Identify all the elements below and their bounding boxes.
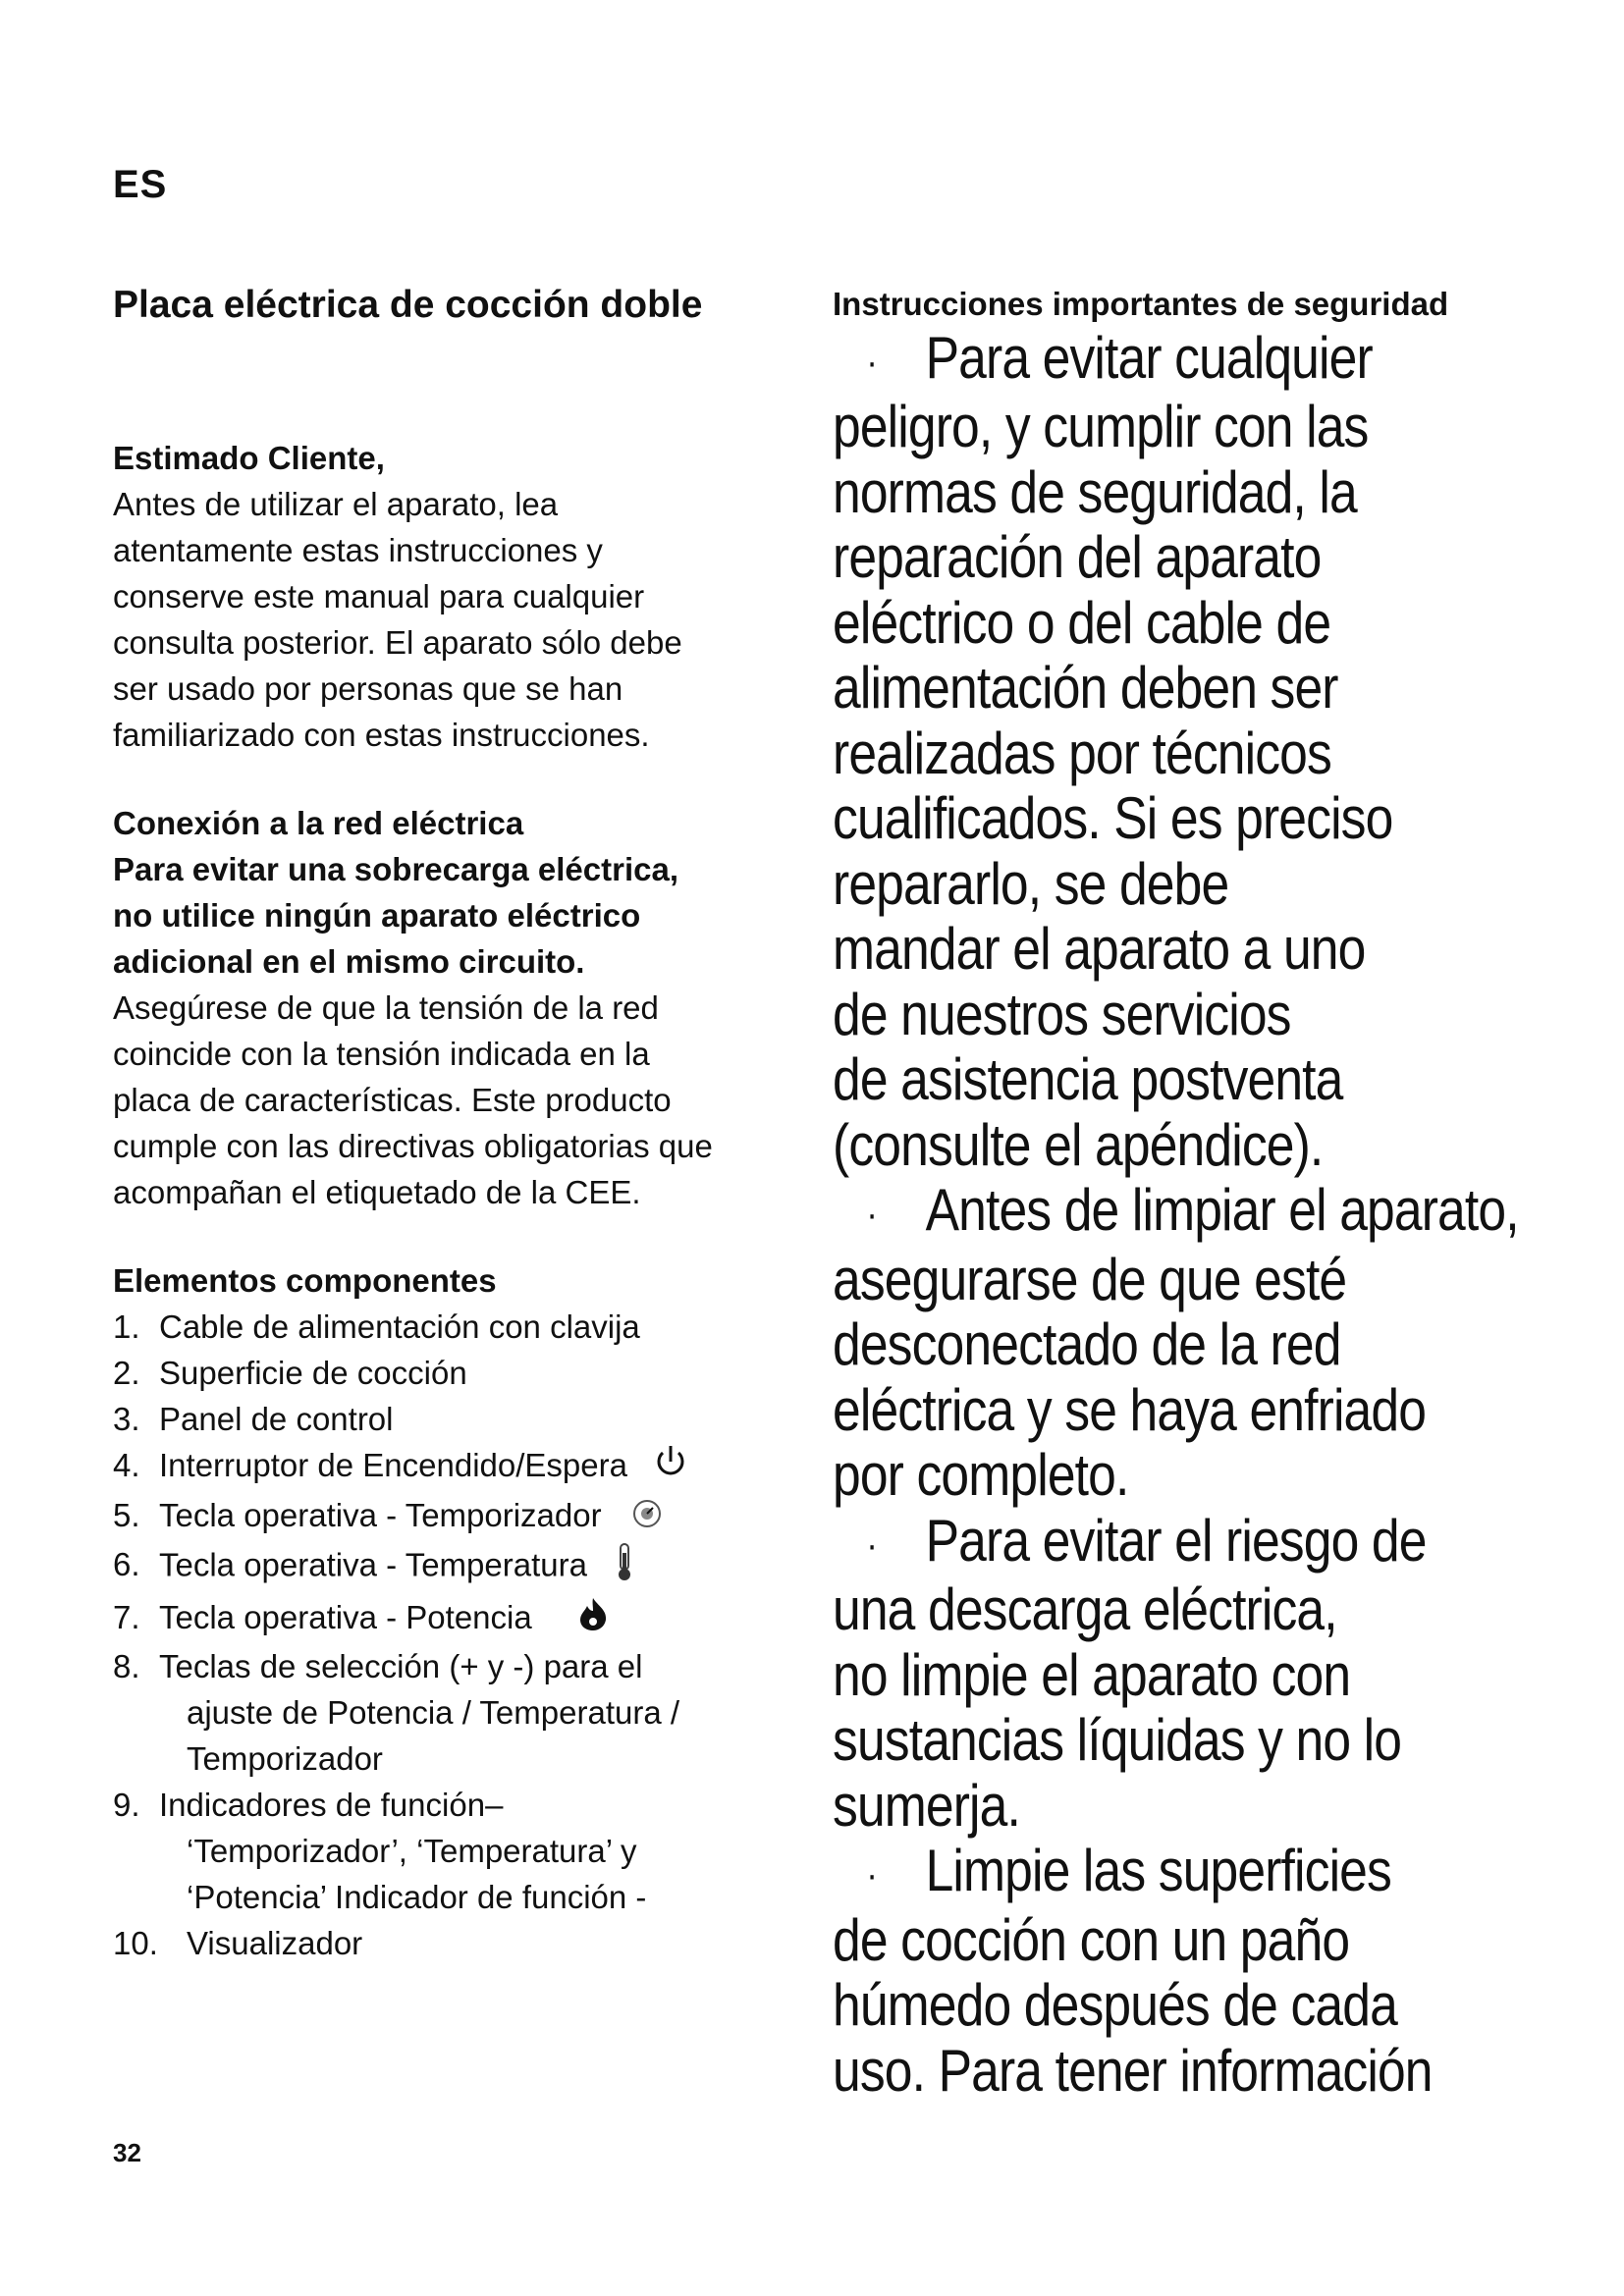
bullet-line: · Antes de limpiar el aparato, — [833, 1178, 1593, 1247]
item-text: Visualizador — [187, 1925, 363, 1962]
page-number: 32 — [113, 2138, 141, 2167]
item-number: 10. — [113, 1925, 158, 1962]
connection-line: Asegúrese de que la tensión de la red — [113, 988, 659, 1026]
bullet-line: repararlo, se debe — [833, 850, 1229, 917]
item-number: 7. — [113, 1598, 140, 1635]
connection-line: placa de características. Este producto — [113, 1081, 672, 1118]
item-text: Superficie de cocción — [159, 1354, 467, 1391]
item-text: Interruptor de Encendido/Espera — [159, 1446, 627, 1483]
left-column — [113, 285, 781, 1966]
item-text: Cable de alimentación con clavija — [159, 1308, 640, 1345]
bullet-line: normas de seguridad, la — [833, 458, 1357, 525]
item-text: Panel de control — [159, 1400, 394, 1437]
intro-line: atentamente estas instrucciones y — [113, 531, 603, 568]
item-text: Teclas de selección (+ y -) para el — [159, 1648, 643, 1685]
item-text: Tecla operativa - Temperatura — [159, 1546, 587, 1583]
bullet-line: de nuestros servicios — [833, 981, 1291, 1047]
bullet-dot: · — [866, 1853, 878, 1897]
bullet-dot: · — [866, 1522, 878, 1567]
intro-line: ser usado por personas que se han — [113, 669, 623, 707]
bullet-line: uso. Para tener información — [833, 2037, 1433, 2104]
bullet-line: realizadas por técnicos — [833, 720, 1331, 786]
safety-bullets — [833, 326, 1598, 2104]
connection-warning-line: no utilice ningún aparato eléctrico — [113, 896, 641, 934]
list-item — [113, 1350, 781, 1396]
list-item — [113, 1643, 781, 1782]
components-list — [113, 1304, 781, 1966]
list-item — [113, 1594, 781, 1643]
bullet-dot: · — [866, 340, 878, 384]
bullet-line: asegurarse de que esté — [833, 1246, 1347, 1312]
item-continuation: Temporizador — [187, 1740, 383, 1778]
bullet-line: mandar el aparato a uno — [833, 916, 1366, 983]
bullet-dot: · — [866, 1193, 878, 1237]
bullet-line: eléctrica y se haya enfriado — [833, 1376, 1427, 1443]
bullet-line: eléctrico o del cable de — [833, 589, 1331, 656]
list-item — [113, 1304, 781, 1350]
list-item — [113, 1541, 781, 1594]
bullet-line: alimentación deben ser — [833, 655, 1338, 721]
connection-warning-line: adicional en el mismo circuito. — [113, 942, 585, 980]
power-icon — [654, 1443, 687, 1492]
item-number: 8. — [113, 1648, 140, 1685]
bullet-line: cualificados. Si es preciso — [833, 785, 1393, 852]
item-text: Tecla operativa - Potencia — [159, 1598, 532, 1635]
list-item — [113, 1920, 781, 1966]
safety-heading: Instrucciones importantes de seguridad — [833, 286, 1449, 322]
page-title: Placa eléctrica de cocción doble — [113, 284, 703, 326]
list-item — [113, 1492, 781, 1541]
connection-line: acompañan el etiquetado de la CEE. — [113, 1173, 641, 1210]
list-item — [113, 1396, 781, 1442]
item-number: 9. — [113, 1787, 140, 1824]
bullet-line: una descarga eléctrica, — [833, 1576, 1337, 1643]
intro-line: conserve este manual para cualquier — [113, 577, 645, 614]
intro-line: familiarizado con estas instrucciones. — [113, 716, 650, 753]
bullet-line: desconectado de la red — [833, 1311, 1341, 1378]
bullet-line: · Limpie las superficies — [833, 1839, 1593, 1907]
intro-line: consulta posterior. El aparato sólo debe — [113, 623, 682, 661]
connection-warning-line: Para evitar una sobrecarga eléctrica, — [113, 850, 678, 887]
item-text: Indicadores de función– — [159, 1787, 504, 1824]
bullet-line: · Para evitar el riesgo de — [833, 1509, 1593, 1577]
item-continuation: ‘Temporizador’, ‘Temperatura’ y — [187, 1833, 637, 1870]
bullet-line: reparación del aparato — [833, 524, 1322, 591]
connection-line: cumple con las directivas obligatorias que — [113, 1127, 713, 1164]
item-number: 4. — [113, 1446, 140, 1483]
timer-icon — [628, 1495, 666, 1541]
right-column — [833, 285, 1598, 2104]
intro-paragraph — [113, 481, 781, 758]
bullet-line: peligro, y cumplir con las — [833, 394, 1369, 460]
bullet-line: sustancias líquidas y no lo — [833, 1707, 1402, 1774]
item-number: 2. — [113, 1354, 140, 1391]
item-continuation: ajuste de Potencia / Temperatura / — [187, 1694, 680, 1732]
list-item — [113, 1782, 781, 1920]
bullet-line: (consulte el apéndice). — [833, 1111, 1324, 1178]
item-number: 5. — [113, 1497, 140, 1534]
greeting: Estimado Cliente, — [113, 439, 385, 476]
connection-heading: Conexión a la red eléctrica — [113, 804, 524, 841]
thermometer-icon — [614, 1541, 635, 1594]
intro-line: Antes de utilizar el aparato, lea — [113, 485, 559, 522]
item-text: Tecla operativa - Temporizador — [159, 1497, 602, 1534]
bullet-line: de asistencia postventa — [833, 1046, 1343, 1113]
item-number: 3. — [113, 1400, 140, 1437]
components-heading: Elementos componentes — [113, 1261, 497, 1299]
bullet-line: por completo. — [833, 1442, 1129, 1509]
item-continuation: ‘Potencia’ Indicador de función - — [187, 1879, 647, 1916]
flame-icon — [574, 1596, 612, 1643]
bullet-line: · Para evitar cualquier — [833, 326, 1593, 395]
bullet-line: húmedo después de cada — [833, 1972, 1397, 2039]
bullet-line: sumerja. — [833, 1772, 1020, 1839]
item-number: 1. — [113, 1308, 140, 1345]
connection-line: coincide con la tensión indicada en la — [113, 1035, 650, 1072]
bullet-line: no limpie el aparato con — [833, 1641, 1351, 1708]
language-code: ES — [113, 163, 168, 206]
bullet-line: de cocción con un paño — [833, 1906, 1350, 1973]
list-item — [113, 1442, 781, 1492]
item-number: 6. — [113, 1545, 140, 1582]
